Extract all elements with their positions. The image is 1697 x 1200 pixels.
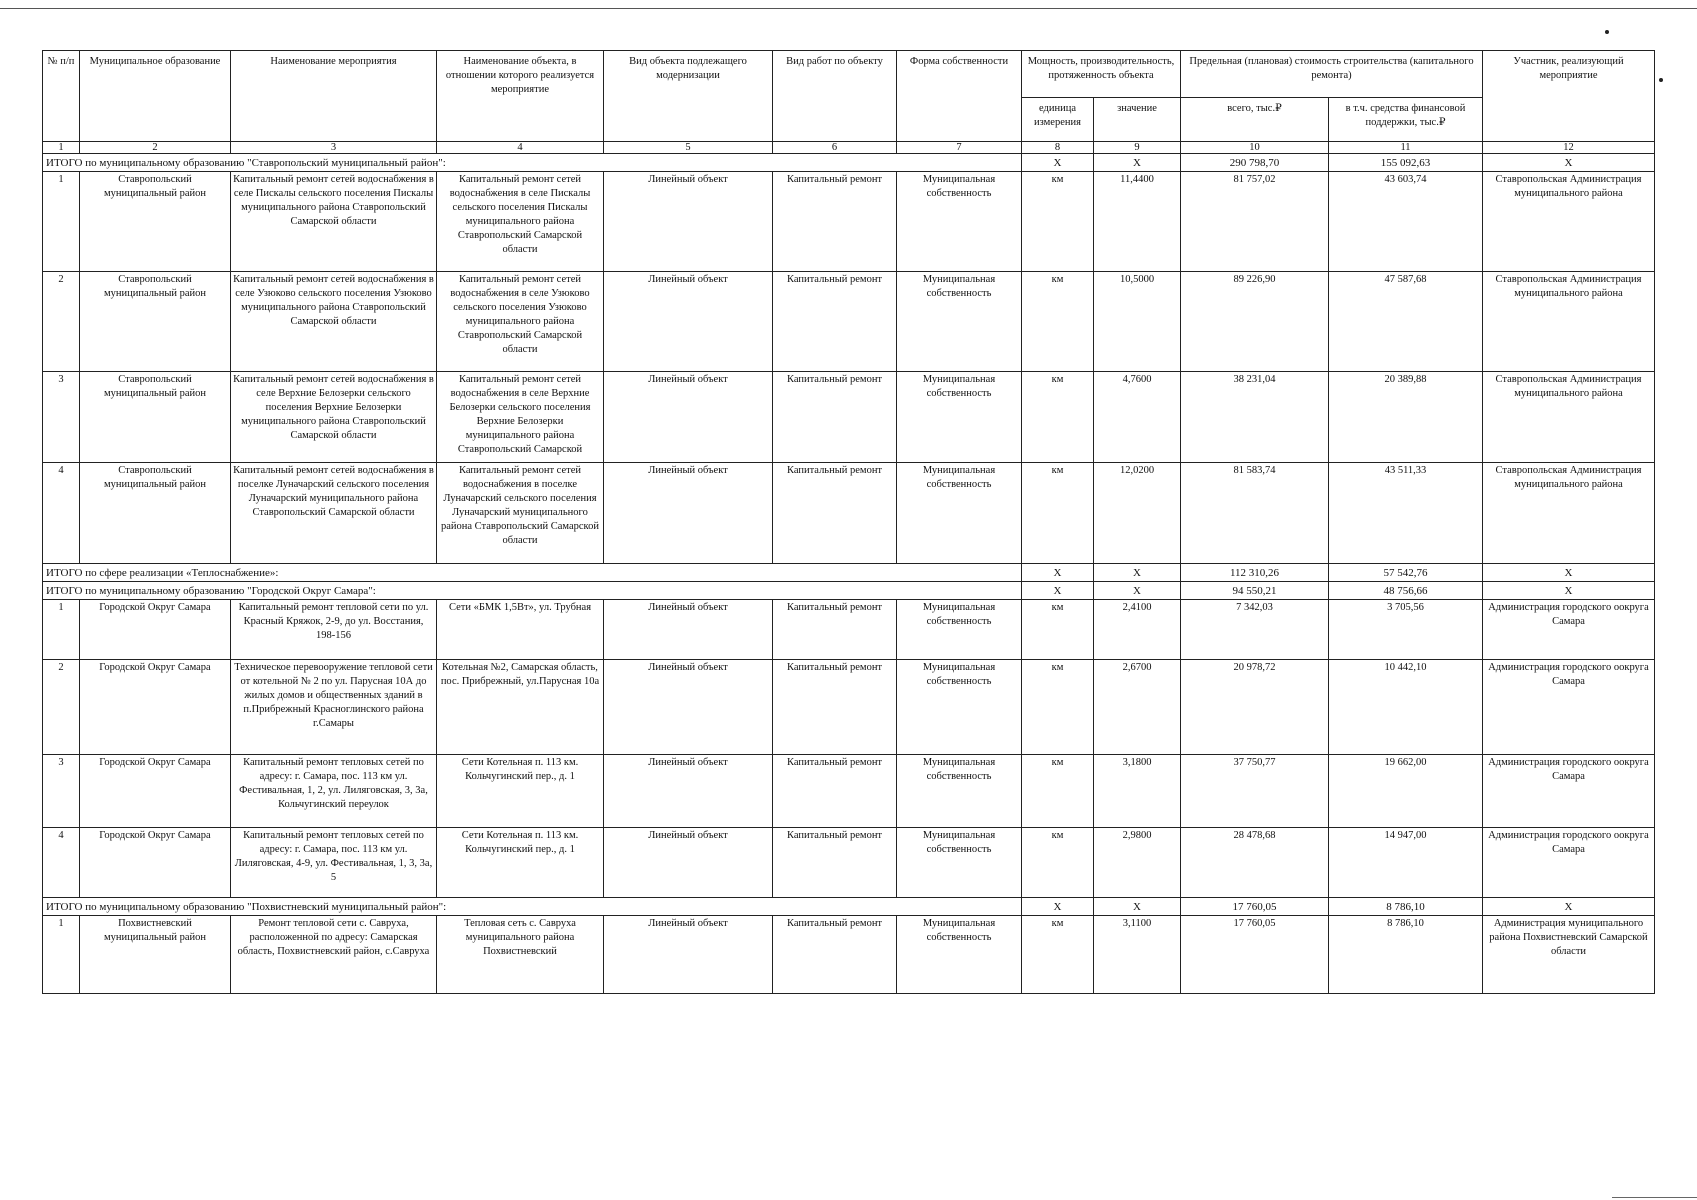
col-header-event: Наименование мероприятия	[231, 51, 437, 142]
scan-dot	[1605, 30, 1609, 34]
row-value: 2,9800	[1094, 828, 1181, 898]
summary-total: 17 760,05	[1181, 898, 1329, 916]
column-number: 4	[437, 142, 604, 154]
summary-unit: X	[1022, 564, 1094, 582]
column-number: 2	[80, 142, 231, 154]
row-support: 10 442,10	[1329, 660, 1483, 755]
column-number: 12	[1483, 142, 1655, 154]
row-total: 28 478,68	[1181, 828, 1329, 898]
row-value: 3,1800	[1094, 755, 1181, 828]
row-object: Капитальный ремонт сетей водоснабжения в селе Узюково сельского поселения Узюково муниципального района Ставропольский Самарской области	[437, 272, 604, 372]
row-work-type: Капитальный ремонт	[773, 828, 897, 898]
summary-support: 48 756,66	[1329, 582, 1483, 600]
row-event: Техническое перевооружение тепловой сети от котельной № 2 по ул. Парусная 10А до жилых домов и общественных зданий в п.Прибрежный Красноглинского района г.Самары	[231, 660, 437, 755]
summary-row-stavropol	[43, 154, 1655, 172]
row-number: 1	[43, 600, 80, 660]
row-support: 47 587,68	[1329, 272, 1483, 372]
column-number: 9	[1094, 142, 1181, 154]
row-work-type: Капитальный ремонт	[773, 660, 897, 755]
row-ownership: Муниципальная собственность	[897, 272, 1022, 372]
row-unit: км	[1022, 660, 1094, 755]
row-total: 17 760,05	[1181, 916, 1329, 994]
summary-value: X	[1094, 564, 1181, 582]
row-number: 3	[43, 372, 80, 463]
row-total: 89 226,90	[1181, 272, 1329, 372]
row-work-type: Капитальный ремонт	[773, 916, 897, 994]
row-total: 81 757,02	[1181, 172, 1329, 272]
row-object: Капитальный ремонт сетей водоснабжения в селе Верхние Белозерки сельского поселения Верхние Белозерки муниципального района Ставропольский Самарской	[437, 372, 604, 463]
row-municipality: Городской Округ Самара	[80, 828, 231, 898]
summary-unit: X	[1022, 154, 1094, 172]
row-support: 43 511,33	[1329, 463, 1483, 564]
col-header-number: № п/п	[43, 51, 80, 142]
row-participant: Ставропольская Администрация муниципального района	[1483, 172, 1655, 272]
summary-value: X	[1094, 154, 1181, 172]
row-event: Капитальный ремонт сетей водоснабжения в поселке Луначарский сельского поселения Луначарский муниципального района Ставропольский Самарской области	[231, 463, 437, 564]
summary-value: X	[1094, 898, 1181, 916]
row-object: Сети Котельная п. 113 км. Кольчугинский пер., д. 1	[437, 755, 604, 828]
row-participant: Администрация городского оокруга Самара	[1483, 828, 1655, 898]
row-work-type: Капитальный ремонт	[773, 272, 897, 372]
row-value: 10,5000	[1094, 272, 1181, 372]
row-unit: км	[1022, 755, 1094, 828]
column-number: 11	[1329, 142, 1483, 154]
row-total: 37 750,77	[1181, 755, 1329, 828]
row-unit: км	[1022, 372, 1094, 463]
row-support: 43 603,74	[1329, 172, 1483, 272]
summary-support: 155 092,63	[1329, 154, 1483, 172]
row-municipality: Городской Округ Самара	[80, 660, 231, 755]
row-ownership: Муниципальная собственность	[897, 660, 1022, 755]
table-row	[43, 660, 1655, 755]
row-object-type: Линейный объект	[604, 600, 773, 660]
row-ownership: Муниципальная собственность	[897, 828, 1022, 898]
summary-support: 57 542,76	[1329, 564, 1483, 582]
column-number: 8	[1022, 142, 1094, 154]
row-support: 20 389,88	[1329, 372, 1483, 463]
row-number: 1	[43, 916, 80, 994]
row-object-type: Линейный объект	[604, 916, 773, 994]
row-work-type: Капитальный ремонт	[773, 755, 897, 828]
row-event: Капитальный ремонт сетей водоснабжения в селе Верхние Белозерки сельского поселения Верхние Белозерки муниципального района Ставропольский Самарской области	[231, 372, 437, 463]
row-ownership: Муниципальная собственность	[897, 463, 1022, 564]
header-row-1	[43, 51, 1655, 98]
summary-total: 112 310,26	[1181, 564, 1329, 582]
row-object: Тепловая сеть с. Савруха муниципального района Похвистневский	[437, 916, 604, 994]
row-object-type: Линейный объект	[604, 372, 773, 463]
bottom-rule	[1612, 1197, 1697, 1198]
summary-total: 290 798,70	[1181, 154, 1329, 172]
table-row	[43, 463, 1655, 564]
row-event: Капитальный ремонт сетей водоснабжения в селе Узюково сельского поселения Узюково муниципального района Ставропольский Самарской области	[231, 272, 437, 372]
row-participant: Администрация городского оокруга Самара	[1483, 600, 1655, 660]
col-header-municipality: Муниципальное образование	[80, 51, 231, 142]
row-event: Капитальный ремонт тепловых сетей по адресу: г. Самара, пос. 113 км ул. Лиляговская, 4-9, ул. Фестивальная, 1, 3, 3а, 5	[231, 828, 437, 898]
summary-participant: X	[1483, 582, 1655, 600]
row-municipality: Городской Округ Самара	[80, 600, 231, 660]
column-number: 10	[1181, 142, 1329, 154]
row-event: Капитальный ремонт сетей водоснабжения в селе Пискалы сельского поселения Пискалы муниципального района Ставропольский Самарской области	[231, 172, 437, 272]
col-header-object-type: Вид объекта подлежащего модернизации	[604, 51, 773, 142]
row-municipality: Похвистневский муниципальный район	[80, 916, 231, 994]
row-ownership: Муниципальная собственность	[897, 916, 1022, 994]
summary-participant: X	[1483, 154, 1655, 172]
row-support: 19 662,00	[1329, 755, 1483, 828]
col-header-unit: единица измерения	[1022, 98, 1094, 142]
row-unit: км	[1022, 172, 1094, 272]
row-number: 2	[43, 660, 80, 755]
row-participant: Администрация городского оокруга Самара	[1483, 660, 1655, 755]
row-ownership: Муниципальная собственность	[897, 372, 1022, 463]
column-number: 1	[43, 142, 80, 154]
row-work-type: Капитальный ремонт	[773, 372, 897, 463]
row-total: 81 583,74	[1181, 463, 1329, 564]
row-object: Капитальный ремонт сетей водоснабжения в поселке Луначарский сельского поселения Луначарский муниципального района Ставропольский Самарской области	[437, 463, 604, 564]
row-value: 2,4100	[1094, 600, 1181, 660]
row-object: Котельная №2, Самарская область, пос. Прибрежный, ул.Парусная 10а	[437, 660, 604, 755]
row-number: 4	[43, 463, 80, 564]
row-ownership: Муниципальная собственность	[897, 600, 1022, 660]
table-row	[43, 755, 1655, 828]
col-header-value: значение	[1094, 98, 1181, 142]
summary-support: 8 786,10	[1329, 898, 1483, 916]
row-support: 3 705,56	[1329, 600, 1483, 660]
summary-label: ИТОГО по муниципальному образованию "Похвистневский муниципальный район":	[43, 898, 1022, 916]
summary-row-pokhv	[43, 898, 1655, 916]
row-unit: км	[1022, 916, 1094, 994]
row-municipality: Ставропольский муниципальный район	[80, 172, 231, 272]
summary-total: 94 550,21	[1181, 582, 1329, 600]
summary-row-teplo	[43, 564, 1655, 582]
column-number: 7	[897, 142, 1022, 154]
summary-label: ИТОГО по муниципальному образованию "Городской Округ Самара":	[43, 582, 1022, 600]
row-work-type: Капитальный ремонт	[773, 172, 897, 272]
summary-unit: X	[1022, 898, 1094, 916]
summary-label: ИТОГО по муниципальному образованию "Ставропольский муниципальный район":	[43, 154, 1022, 172]
row-event: Капитальный ремонт тепловой сети по ул. Красный Кряжок, 2-9, до ул. Восстания, 198-156	[231, 600, 437, 660]
row-number: 2	[43, 272, 80, 372]
column-number: 6	[773, 142, 897, 154]
col-header-object: Наименование объекта, в отношении которого реализуется мероприятие	[437, 51, 604, 142]
row-municipality: Ставропольский муниципальный район	[80, 272, 231, 372]
row-object-type: Линейный объект	[604, 172, 773, 272]
row-municipality: Городской Округ Самара	[80, 755, 231, 828]
row-unit: км	[1022, 828, 1094, 898]
row-object-type: Линейный объект	[604, 828, 773, 898]
row-ownership: Муниципальная собственность	[897, 172, 1022, 272]
summary-participant: X	[1483, 898, 1655, 916]
row-value: 2,6700	[1094, 660, 1181, 755]
row-total: 7 342,03	[1181, 600, 1329, 660]
col-header-participant: Участник, реализующий мероприятие	[1483, 51, 1655, 142]
col-header-ownership: Форма собственности	[897, 51, 1022, 142]
program-table	[42, 50, 1655, 994]
row-value: 4,7600	[1094, 372, 1181, 463]
table-row	[43, 828, 1655, 898]
row-value: 12,0200	[1094, 463, 1181, 564]
col-header-cost: Предельная (плановая) стоимость строительства (капитального ремонта)	[1181, 51, 1483, 98]
column-numbers-row	[43, 142, 1655, 154]
summary-value: X	[1094, 582, 1181, 600]
row-event: Капитальный ремонт тепловых сетей по адресу: г. Самара, пос. 113 км ул. Фестивальная, 1, 2, ул. Лиляговская, 3, 3а, Кольчугинский переулок	[231, 755, 437, 828]
col-header-total: всего, тыс.₽	[1181, 98, 1329, 142]
row-number: 1	[43, 172, 80, 272]
col-header-capacity: Мощность, производительность, протяженность объекта	[1022, 51, 1181, 98]
row-object-type: Линейный объект	[604, 660, 773, 755]
row-support: 8 786,10	[1329, 916, 1483, 994]
row-participant: Ставропольская Администрация муниципального района	[1483, 272, 1655, 372]
summary-row-samara	[43, 582, 1655, 600]
table-row	[43, 172, 1655, 272]
table-row	[43, 600, 1655, 660]
row-ownership: Муниципальная собственность	[897, 755, 1022, 828]
table-row	[43, 372, 1655, 463]
row-object-type: Линейный объект	[604, 755, 773, 828]
col-header-work-type: Вид работ по объекту	[773, 51, 897, 142]
summary-label: ИТОГО по сфере реализации «Теплоснабжение»:	[43, 564, 1022, 582]
row-participant: Ставропольская Администрация муниципального района	[1483, 463, 1655, 564]
row-object: Сети Котельная п. 113 км. Кольчугинский пер., д. 1	[437, 828, 604, 898]
summary-unit: X	[1022, 582, 1094, 600]
row-support: 14 947,00	[1329, 828, 1483, 898]
column-number: 5	[604, 142, 773, 154]
row-object-type: Линейный объект	[604, 463, 773, 564]
row-number: 4	[43, 828, 80, 898]
column-number: 3	[231, 142, 437, 154]
row-object: Капитальный ремонт сетей водоснабжения в селе Пискалы сельского поселения Пискалы муниципального района Ставропольский Самарской области	[437, 172, 604, 272]
table-row	[43, 916, 1655, 994]
summary-participant: X	[1483, 564, 1655, 582]
table-row	[43, 272, 1655, 372]
row-participant: Ставропольская Администрация муниципального района	[1483, 372, 1655, 463]
row-object: Сети «БМК 1,5Вт», ул. Трубная	[437, 600, 604, 660]
row-municipality: Ставропольский муниципальный район	[80, 463, 231, 564]
row-total: 20 978,72	[1181, 660, 1329, 755]
row-number: 3	[43, 755, 80, 828]
row-value: 3,1100	[1094, 916, 1181, 994]
row-unit: км	[1022, 272, 1094, 372]
row-participant: Администрация муниципального района Похвистневский Самарской области	[1483, 916, 1655, 994]
row-total: 38 231,04	[1181, 372, 1329, 463]
row-unit: км	[1022, 463, 1094, 564]
row-work-type: Капитальный ремонт	[773, 600, 897, 660]
row-object-type: Линейный объект	[604, 272, 773, 372]
row-municipality: Ставропольский муниципальный район	[80, 372, 231, 463]
scan-dot	[1659, 78, 1663, 82]
row-participant: Администрация городского оокруга Самара	[1483, 755, 1655, 828]
row-value: 11,4400	[1094, 172, 1181, 272]
row-event: Ремонт тепловой сети с. Савруха, расположенной по адресу: Самарская область, Похвистневский район, с.Савруха	[231, 916, 437, 994]
row-work-type: Капитальный ремонт	[773, 463, 897, 564]
col-header-support: в т.ч. средства финансовой поддержки, тыс.₽	[1329, 98, 1483, 142]
row-unit: км	[1022, 600, 1094, 660]
top-rule	[0, 8, 1697, 9]
